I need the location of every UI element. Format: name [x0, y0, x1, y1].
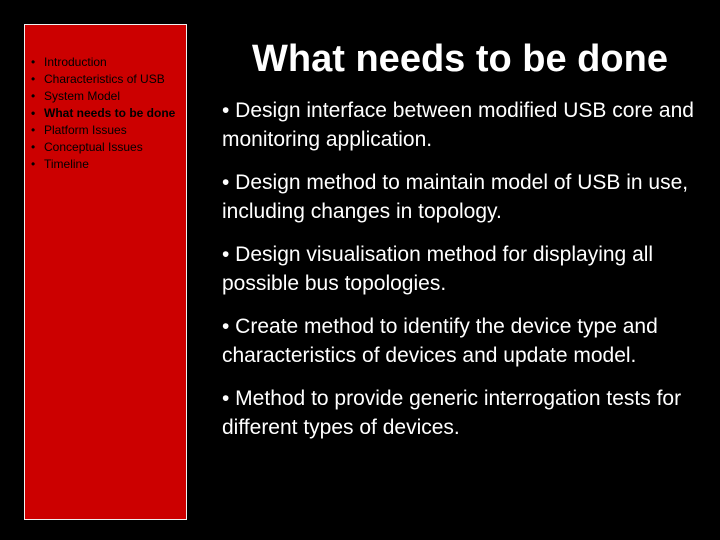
- bullet-icon: •: [31, 55, 36, 69]
- sidebar-item-label: Introduction: [44, 55, 107, 69]
- slide-title: What needs to be done: [252, 38, 668, 80]
- content-point: • Method to provide generic interrogation tests for different types of devices.: [222, 387, 682, 439]
- sidebar-panel: [24, 24, 187, 520]
- sidebar-item-system-model[interactable]: [31, 88, 181, 105]
- content-point: • Design visualisation method for displaying all possible bus topologies.: [222, 243, 654, 295]
- sidebar-item-label: Characteristics of USB: [44, 72, 165, 86]
- content-point: • Create method to identify the device type and characteristics of devices and update model.: [222, 315, 658, 367]
- sidebar-nav: [31, 54, 181, 173]
- sidebar-item-label: Conceptual Issues: [44, 140, 143, 154]
- content-point: • Design interface between modified USB core and monitoring application.: [222, 99, 694, 151]
- sidebar-item-platform-issues[interactable]: [31, 122, 181, 139]
- sidebar-item-timeline[interactable]: [31, 156, 181, 173]
- bullet-icon: •: [31, 140, 36, 154]
- sidebar-item-what-needs-to-be-done[interactable]: [31, 105, 181, 122]
- sidebar-item-characteristics[interactable]: [31, 71, 181, 88]
- sidebar-item-introduction[interactable]: [31, 54, 181, 71]
- sidebar-item-label: System Model: [44, 89, 121, 103]
- sidebar-item-label: Timeline: [44, 157, 89, 171]
- sidebar-item-label: What needs to be done: [44, 106, 176, 120]
- bullet-icon: •: [31, 123, 36, 137]
- bullet-icon: •: [31, 89, 36, 103]
- sidebar-item-label: Platform Issues: [44, 123, 127, 137]
- bullet-icon: •: [31, 106, 36, 120]
- bullet-icon: •: [31, 72, 36, 86]
- sidebar-item-conceptual-issues[interactable]: [31, 139, 181, 156]
- content-point: • Design method to maintain model of USB in use, including changes in topology.: [222, 171, 689, 223]
- bullet-icon: •: [31, 157, 36, 171]
- slide-content: [222, 96, 700, 456]
